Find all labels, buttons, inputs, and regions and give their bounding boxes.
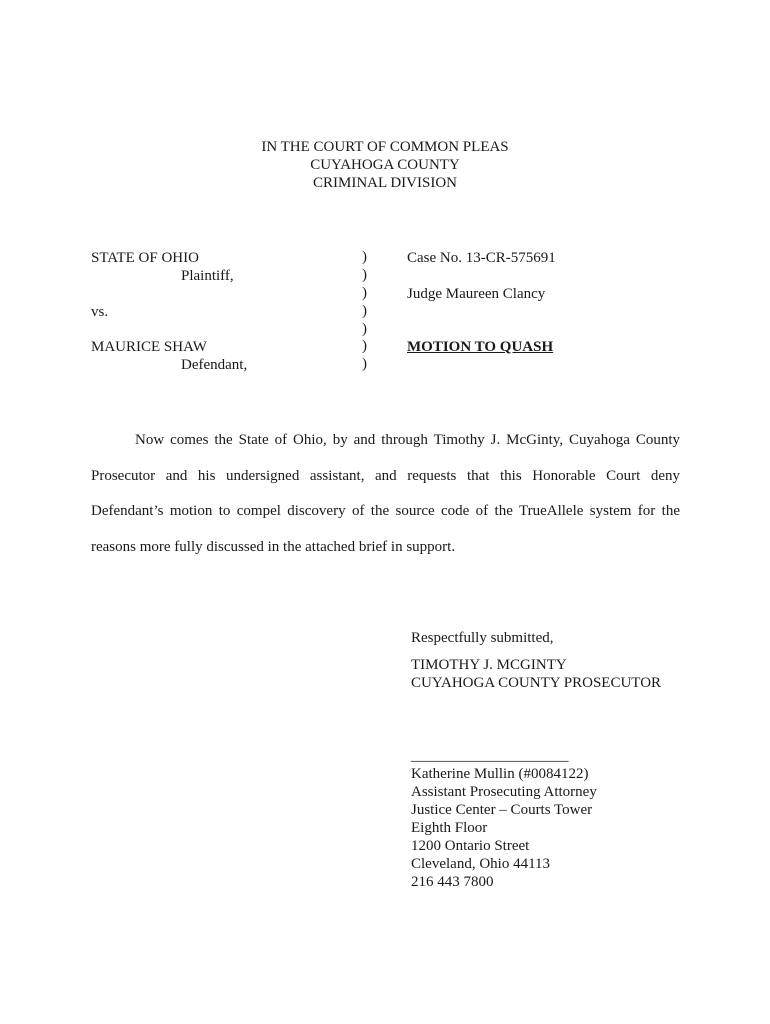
signature-line: _____________________ xyxy=(411,748,569,764)
division-name: CRIMINAL DIVISION xyxy=(312,175,458,191)
case-number: Case No. 13-CR-575691 xyxy=(407,250,556,266)
phone-number: 216 443 7800 xyxy=(411,874,494,890)
caption-paren: ) xyxy=(362,302,367,319)
prosecutor-block xyxy=(411,656,661,692)
caption-paren: ) xyxy=(362,356,367,373)
closing: Respectfully submitted, xyxy=(411,630,554,646)
caption-divider xyxy=(362,249,367,374)
attorney-name: Katherine Mullin (#0084122) xyxy=(411,766,589,782)
attorney-title: Assistant Prosecuting Attorney xyxy=(411,784,597,800)
plaintiff-role: Plaintiff, xyxy=(181,268,234,284)
county-name: CUYAHOGA COUNTY xyxy=(310,157,460,173)
versus-label: vs. xyxy=(91,304,109,320)
address-line: Cleveland, Ohio 44113 xyxy=(411,856,551,872)
defendant-role: Defendant, xyxy=(181,357,248,373)
defendant-name: MAURICE SHAW xyxy=(91,339,207,355)
caption-paren: ) xyxy=(362,249,367,265)
address-line: Justice Center – Courts Tower xyxy=(411,802,593,818)
address-line: 1200 Ontario Street xyxy=(411,838,530,854)
caption-paren: ) xyxy=(362,284,367,301)
attorney-block xyxy=(411,765,597,891)
plaintiff-name: STATE OF OHIO xyxy=(91,250,199,266)
court-name: IN THE COURT OF COMMON PLEAS xyxy=(261,139,509,155)
caption-paren: ) xyxy=(362,320,367,337)
judge-name: Judge Maureen Clancy xyxy=(407,286,546,302)
caption-paren: ) xyxy=(362,266,367,283)
caption-paren: ) xyxy=(362,338,367,355)
prosecutor-title: CUYAHOGA COUNTY PROSECUTOR xyxy=(411,675,662,691)
court-header xyxy=(0,138,770,192)
prosecutor-name: TIMOTHY J. MCGINTY xyxy=(411,657,567,673)
motion-body: Now comes the State of Ohio, by and through Timothy J. McGinty, Cuyahoga County Prosecutor and his undersigned assistant, and requests that this Honorable Court deny Defendant’s motion to compel discovery of the source code of the TrueAllele system for the reasons more fully discussed in the attached brief in support. xyxy=(91,432,680,555)
address-line: Eighth Floor xyxy=(411,820,488,836)
motion-title: MOTION TO QUASH xyxy=(407,339,554,355)
